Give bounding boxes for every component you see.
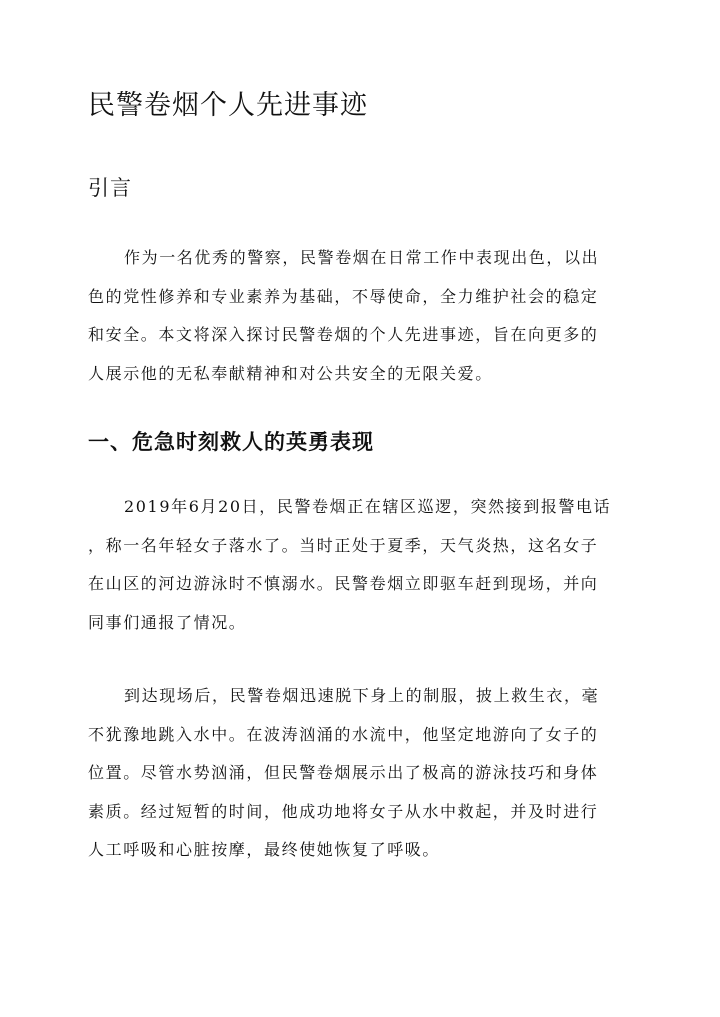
paragraph-line: 素质。经过短暂的时间，他成功地将女子从水中救起，并及时进行	[88, 801, 599, 821]
paragraph-line: 和安全。本文将深入探讨民警卷烟的个人先进事迹，旨在向更多的	[88, 325, 599, 344]
paragraph-line: 同事们通报了情况。	[88, 612, 247, 632]
paragraph-line: ，称一名年轻女子落水了。当时正处于夏季，天气炎热，这名女子	[88, 535, 599, 555]
paragraph-line: 作为一名优秀的警察，民警卷烟在日常工作中表现出色，以出	[124, 248, 600, 267]
paragraph-line: 色的党性修养和专业素养为基础，不辱使命，全力维护社会的稳定	[88, 286, 599, 306]
document-title: 民警卷烟个人先进事迹	[88, 90, 368, 121]
section-heading-rescue: 一、危急时刻救人的英勇表现	[88, 429, 374, 454]
paragraph-line: 人工呼吸和心脏按摩，最终使她恢复了呼吸。	[88, 840, 441, 859]
introduction-paragraph	[88, 239, 632, 393]
paragraph-line: 位置。尽管水势汹涌，但民警卷烟展示出了极高的游泳技巧和身体	[88, 763, 599, 782]
paragraph-line: 人展示他的无私奉献精神和对公共安全的无限关爱。	[88, 363, 493, 383]
paragraph-line: 2019年6月20日，民警卷烟正在辖区巡逻，突然接到报警电话	[124, 497, 612, 516]
rescue-paragraph-1	[88, 488, 632, 642]
paragraph-line: 在山区的河边游泳时不慎溺水。民警卷烟立即驱车赶到现场，并向	[88, 574, 599, 593]
paragraph-line: 不犹豫地跳入水中。在波涛汹涌的水流中，他坚定地游向了女子的	[88, 724, 599, 744]
rescue-paragraph-2	[88, 677, 632, 870]
section-heading-introduction: 引言	[88, 176, 132, 200]
paragraph-line: 到达现场后，民警卷烟迅速脱下身上的制服，披上救生衣，毫	[124, 686, 600, 705]
